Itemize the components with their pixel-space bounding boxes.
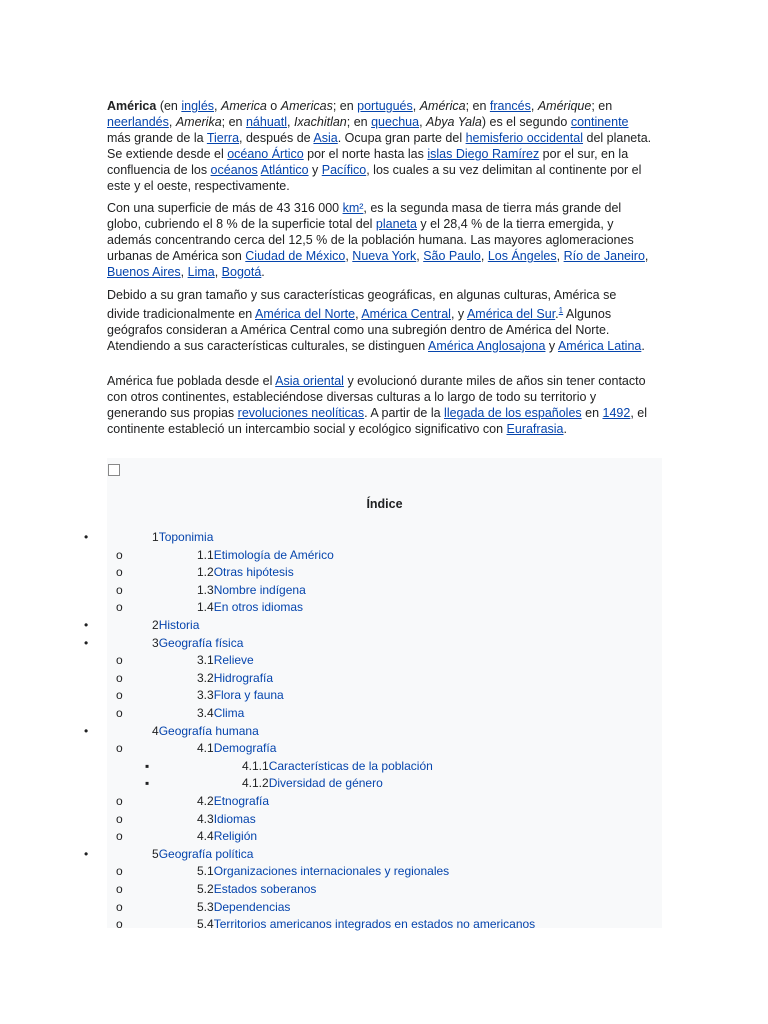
toc-item-number: 3	[152, 635, 159, 650]
text: y	[308, 163, 322, 177]
toc-title: Índice	[366, 497, 403, 511]
text: y el 28,4 % de la tierra emergida, y además concentrando cerca del 12,5 % de la población humana. Las mayores aglomeraciones urbanas de América son	[107, 217, 634, 263]
toc-bullet: o	[116, 565, 123, 580]
text: . Ocupa gran parte del	[337, 131, 466, 145]
toc-bullet: o	[116, 688, 123, 703]
toc-bullet: ▪	[145, 776, 150, 791]
toc-bullet: o	[116, 917, 123, 932]
link-pacifico[interactable]: Pacífico	[321, 163, 367, 177]
link-neerlandes[interactable]: neerlandés	[107, 115, 169, 129]
text: ) es el segundo	[481, 115, 571, 129]
toc-bullet: •	[84, 618, 89, 632]
toc-item-link[interactable]: Geografía humana	[158, 723, 259, 738]
toc-bullet: o	[116, 882, 123, 896]
toc-item-number: 4.3	[197, 811, 214, 826]
toc-item-number: 4.1.1	[242, 758, 269, 773]
text: ,	[214, 99, 221, 113]
link-america-latina[interactable]: América Latina	[557, 339, 642, 354]
text: América fue poblada desde el	[107, 374, 276, 388]
link-eurafrasia[interactable]: Eurafrasia	[506, 422, 564, 436]
text: ; en	[465, 99, 490, 113]
toc-item-link[interactable]: Clima	[213, 706, 245, 720]
toc-bullet: o	[116, 600, 123, 615]
toc-item-link[interactable]: Territorios americanos integrados en estados no americanos	[213, 917, 536, 932]
toc-item-number: 5.4	[197, 917, 214, 932]
italic-term: Ixachitlan	[293, 115, 347, 129]
division-paragraph	[107, 287, 652, 354]
text: ; en	[346, 115, 372, 129]
link-america-del-sur[interactable]: América del Sur	[466, 307, 556, 322]
text: ,	[416, 249, 424, 263]
intro-paragraph	[107, 98, 652, 194]
toc-bullet: o	[116, 582, 123, 597]
text: más grande de la	[107, 131, 207, 145]
italic-term: Amérique	[537, 99, 592, 113]
link-asia[interactable]: Asia	[313, 131, 338, 145]
italic-term: Abya Yala	[426, 115, 482, 129]
toc-item-number: 5	[152, 846, 159, 861]
toc-item[interactable]	[197, 881, 316, 898]
toc-bullet: •	[84, 635, 89, 650]
toc-item[interactable]	[197, 828, 257, 845]
text: .	[641, 339, 645, 354]
text: , los cuales a su vez delimitan al continente por el este y el oeste, respectivamente.	[107, 163, 642, 193]
toc-item-link[interactable]: Etimología de Américo	[213, 547, 334, 562]
italic-term: Amerika	[175, 115, 222, 129]
toc-bullet: •	[84, 723, 89, 738]
toc-bullet: o	[116, 547, 123, 562]
text: ,	[480, 249, 488, 263]
text: ,	[214, 265, 222, 279]
link-portugues[interactable]: portugués	[357, 99, 413, 113]
toc-bullet: ▪	[145, 758, 150, 773]
text: (en	[156, 99, 182, 113]
toc-item-number: 5.3	[197, 899, 214, 914]
text: y	[545, 339, 558, 354]
toc-item-number: 1.3	[197, 582, 214, 597]
toc-item-link[interactable]: Demografía	[213, 741, 277, 756]
link-revoluciones-neoliticas[interactable]: revoluciones neolíticas	[237, 406, 365, 420]
toc-item[interactable]	[242, 758, 433, 775]
text: ,	[180, 265, 188, 279]
toc-item-number: 1.2	[197, 565, 214, 580]
link-america-anglosajona[interactable]: América Anglosajona	[428, 339, 546, 354]
link-planeta[interactable]: planeta	[375, 217, 417, 231]
toc-item[interactable]	[152, 846, 253, 863]
toc-item[interactable]	[197, 916, 535, 933]
text: ,	[345, 249, 353, 263]
history-paragraph	[107, 373, 652, 437]
link-bogota[interactable]: Bogotá	[221, 265, 262, 279]
toc-item-link[interactable]: Religión	[213, 829, 258, 844]
link-oceano-artico[interactable]: océano Ártico	[227, 147, 304, 161]
toc-item-link[interactable]: Historia	[158, 618, 200, 632]
italic-term: Americas	[280, 99, 333, 113]
text: ,	[644, 249, 649, 263]
toc-item-link[interactable]: Flora y fauna	[213, 688, 284, 703]
text: ; en	[332, 99, 358, 113]
text: ,	[556, 249, 564, 263]
toc-item[interactable]	[197, 547, 334, 564]
link-sao-paulo[interactable]: São Paulo	[423, 249, 481, 263]
footnote-ref[interactable]: 1	[558, 306, 564, 315]
italic-term: America	[220, 99, 267, 113]
text: ,	[412, 99, 420, 113]
toc-item-link[interactable]: Idiomas	[213, 811, 256, 826]
text: por el norte hasta las	[303, 147, 428, 161]
link-nahuatl[interactable]: náhuatl	[245, 115, 287, 129]
link-buenos-aires[interactable]: Buenos Aires	[107, 265, 181, 279]
toc-bullet: •	[84, 530, 89, 544]
text: Algunos geógrafos consideran a América Central como una subregión dentro de América del Norte. Atendiendo a sus características culturales, se distinguen	[107, 307, 612, 354]
surface-paragraph	[107, 200, 652, 280]
text: Debido a su gran tamaño y sus características geográficas, en algunas culturas, América se divide tradicionalmente en	[107, 288, 617, 322]
toc-item-number: 2	[152, 618, 159, 632]
link-atlantico[interactable]: Atlántico	[260, 163, 309, 177]
toc-bullet: o	[116, 899, 123, 914]
text: ,	[168, 115, 176, 129]
toc-item-number: 5.2	[197, 882, 214, 896]
link-los-angeles[interactable]: Los Ángeles	[487, 249, 557, 263]
italic-term: América	[419, 99, 466, 113]
link-america-central[interactable]: América Central	[361, 307, 451, 322]
toc-item-number: 4.2	[197, 794, 214, 808]
toc-bullet: •	[84, 846, 89, 861]
link-tierra[interactable]: Tierra	[206, 131, 240, 145]
link-llegada-espanoles[interactable]: llegada de los españoles	[444, 406, 582, 420]
toc-item[interactable]	[197, 687, 284, 704]
toc-item-number: 3.2	[197, 670, 214, 685]
toc-bullet: o	[116, 706, 123, 720]
toc-item-number: 3.3	[197, 688, 214, 703]
link-rio-de-janeiro[interactable]: Río de Janeiro	[563, 249, 645, 263]
text: ,	[419, 115, 427, 129]
toc-item-link[interactable]: Geografía física	[158, 635, 244, 650]
toc-item[interactable]	[197, 740, 276, 757]
link-continente[interactable]: continente	[570, 115, 629, 129]
toc-item-number: 4.4	[197, 829, 214, 844]
toc-toggle-checkbox[interactable]	[108, 464, 120, 476]
toc-item[interactable]	[197, 670, 273, 687]
toc-item[interactable]	[152, 635, 243, 652]
toc-item[interactable]	[197, 564, 294, 581]
text: ,	[355, 307, 362, 322]
toc-item-number: 1.1	[197, 547, 214, 562]
toc-item[interactable]	[197, 705, 244, 722]
text: y evolucionó durante miles de años sin tener contacto con otros continentes, estableciéndose diversas culturas a lo largo de todo su territorio y generando sus propias	[107, 374, 646, 420]
text: , después de	[239, 131, 314, 145]
toc-item-number: 5.1	[197, 864, 214, 879]
link-oceanos[interactable]: océanos	[210, 163, 258, 177]
text: del planeta. Se extiende desde el	[107, 131, 652, 161]
toc-item-number: 4.1	[197, 741, 214, 756]
toc-item[interactable]	[152, 529, 213, 546]
text: , es la segunda masa de tierra más grande del globo, cubriendo el 8 % de la superficie total del	[107, 201, 622, 231]
toc-item[interactable]	[197, 582, 306, 599]
toc-item-number: 1.4	[197, 600, 214, 615]
toc-item[interactable]	[197, 652, 254, 669]
text: por el sur, en la confluencia de los	[107, 147, 629, 177]
text: ; en	[591, 99, 613, 113]
link-km2[interactable]: km²	[342, 201, 364, 215]
text: ,	[287, 115, 294, 129]
toc-item-link[interactable]: Hidrografía	[213, 670, 274, 685]
toc-bullet: o	[116, 864, 123, 879]
toc-item[interactable]	[152, 723, 259, 740]
link-islas-diego-ramirez[interactable]: islas Diego Ramírez	[427, 147, 540, 161]
toc-item-link[interactable]: En otros idiomas	[213, 600, 304, 615]
toc-item-link[interactable]: Otras hipótesis	[213, 565, 294, 580]
article-subject: América	[107, 99, 157, 113]
toc-item-link[interactable]: Nombre indígena	[213, 582, 306, 597]
toc-item[interactable]	[197, 863, 449, 880]
toc-item-link[interactable]: Etnografía	[213, 794, 270, 808]
toc-bullet: o	[116, 670, 123, 685]
toc-bullet: o	[116, 794, 123, 808]
link-quechua[interactable]: quechua	[371, 115, 420, 129]
link-ingles[interactable]: inglés	[181, 99, 215, 113]
text: o	[266, 99, 281, 113]
link-america-del-norte[interactable]: América del Norte	[255, 307, 356, 322]
text: Con una superficie de más de 43 316 000	[107, 201, 343, 215]
link-nueva-york[interactable]: Nueva York	[352, 249, 417, 263]
toc-bullet: o	[116, 741, 123, 756]
text: ,	[530, 99, 538, 113]
toc-item[interactable]	[197, 899, 290, 916]
toc-item[interactable]	[197, 599, 303, 616]
text: , el continente estableció un intercambio social y ecológico significativo con	[107, 406, 648, 436]
toc-item-link[interactable]: Características de la población	[268, 758, 433, 773]
link-1492[interactable]: 1492	[602, 406, 631, 420]
toc-item-link[interactable]: Dependencias	[213, 899, 291, 914]
text: . A partir de la	[364, 406, 445, 420]
toc-item[interactable]	[197, 793, 269, 810]
toc-item-number: 4	[152, 723, 159, 738]
link-hemisferio-occidental[interactable]: hemisferio occidental	[465, 131, 584, 145]
toc-item-link[interactable]: Relieve	[213, 653, 254, 668]
toc-item-link[interactable]: Geografía política	[158, 846, 254, 861]
toc-item[interactable]	[242, 775, 383, 792]
link-frances[interactable]: francés	[489, 99, 531, 113]
toc-item-number: 1	[152, 530, 159, 544]
text: , y	[450, 307, 467, 322]
toc-bullet: o	[116, 653, 123, 668]
toc-item-number: 4.1.2	[242, 776, 269, 791]
text: .	[563, 422, 567, 436]
link-asia-oriental[interactable]: Asia oriental	[275, 374, 344, 388]
toc-item-link[interactable]: Organizaciones internacionales y regionales	[213, 864, 450, 879]
toc-item-link[interactable]: Toponimia	[158, 530, 214, 544]
text: .	[261, 265, 265, 279]
toc-item-number: 3.4	[197, 706, 214, 720]
toc-item-link[interactable]: Estados soberanos	[213, 882, 317, 896]
text: .	[555, 307, 559, 322]
toc-item-number: 3.1	[197, 653, 214, 668]
toc-item-link[interactable]: Diversidad de género	[268, 776, 383, 791]
link-lima[interactable]: Lima	[187, 265, 215, 279]
text: en	[581, 406, 603, 420]
toc-item[interactable]	[197, 811, 256, 828]
toc-item[interactable]	[152, 617, 199, 634]
text: ; en	[221, 115, 246, 129]
toc-bullet: o	[116, 829, 123, 844]
link-ciudad-de-mexico[interactable]: Ciudad de México	[245, 249, 346, 263]
toc-bullet: o	[116, 811, 123, 826]
